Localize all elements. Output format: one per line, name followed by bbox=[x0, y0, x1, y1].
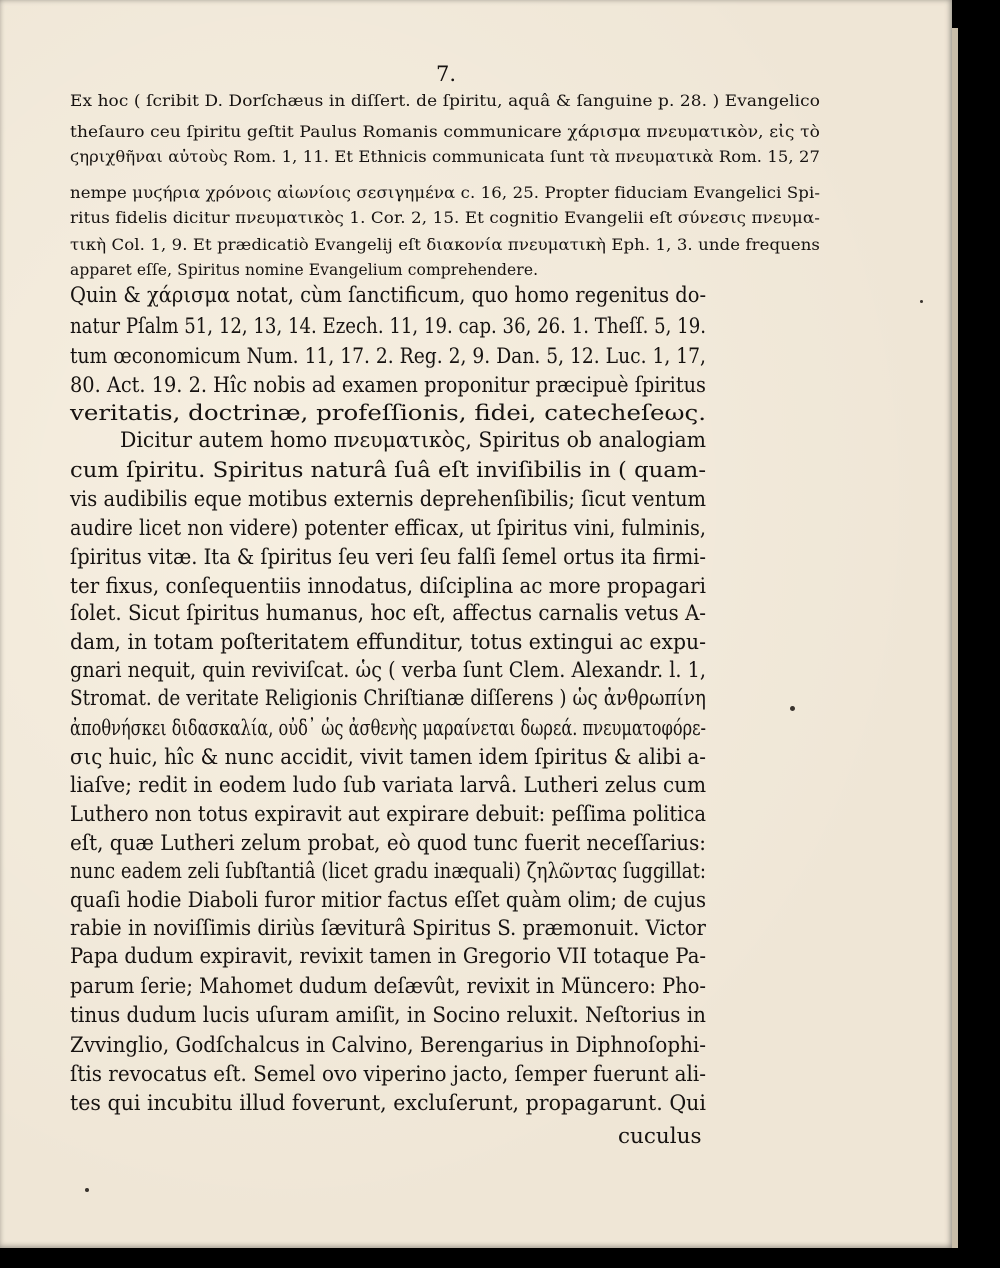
body-line: ἀποθνήσκει διδασκαλία, οὐδ᾽ ὡς ἀσθενὴς μαραίνεται δωρεά. πνευματοφόρε- bbox=[70, 716, 707, 741]
body-line: vis audibilis eque motibus externis deprehenſibilis; ſicut ventum bbox=[70, 487, 707, 512]
body-line: gnari nequit, quin reviviſcat. ὡς ( verba ſunt Clem. Alexandr. l. 1, bbox=[70, 658, 707, 683]
body-line: natur Pſalm 51, 12, 13, 14. Ezech. 11, 19. cap. 36, 26. 1. Theſſ. 5, 19. bbox=[70, 314, 706, 339]
body-line: Quin & χάρισμα notat, cùm ſanctificum, quo homo regenitus do- bbox=[70, 283, 707, 308]
footnote-line: ϛηριχθῆναι αὐτοὺς Rom. 1, 11. Et Ethnicis communicata ſunt τὰ πνευματικὰ Rom. 15, 27 bbox=[70, 148, 821, 166]
body-line: dam, in totam poſteritatem effunditur, totus extingui ac expu- bbox=[70, 630, 707, 655]
page-number: 7. bbox=[436, 62, 457, 86]
body-line: Papa dudum expiravit, revixit tamen in Gregorio VII totaque Pa- bbox=[70, 944, 706, 969]
body-line: nunc eadem zeli ſubſtantiâ (licet gradu inæquali) ζηλῶντας ſuggillat: bbox=[70, 859, 706, 884]
body-line: cum ſpiritu. Spiritus naturâ ſuâ eſt inviſibilis in ( quam- bbox=[70, 458, 707, 483]
body-line: tes qui incubitu illud foverunt, excluſerunt, propagarunt. Qui bbox=[70, 1091, 706, 1116]
ink-speck bbox=[790, 706, 795, 711]
body-line: 80. Act. 19. 2. Hîc nobis ad examen proponitur præcipuè ſpiritus bbox=[70, 373, 706, 398]
page-edge bbox=[952, 28, 958, 1248]
ink-speck bbox=[85, 1188, 89, 1192]
footnote-line: τικὴ Col. 1, 9. Et prædicatiò Evangelij eſt διακονία πνευματικὴ Eph. 1, 3. unde frequens bbox=[70, 236, 820, 254]
footnote-line: theſauro ceu ſpiritu geſtit Paulus Romanis communicare χάρισμα πνευματικὸν, εἰς τὸ bbox=[70, 123, 820, 141]
body-line: Luthero non totus expiravit aut expirare debuit: peſſima politica bbox=[70, 802, 707, 827]
body-line: audire licet non videre) potenter efficax, ut ſpiritus vini, fulminis, bbox=[70, 516, 706, 541]
body-line: Stromat. de veritate Religionis Chriſtianæ diſſerens ) ὡς ἀνθρωπίνη bbox=[70, 686, 706, 711]
ink-speck bbox=[920, 300, 923, 303]
body-line: rabie in noviſſimis diriùs ſæviturâ Spiritus S. præmonuit. Victor bbox=[70, 916, 706, 941]
footnote-line: nempe μυϛήρια χρόνοις αἰωνίοις σεσιγημένα c. 16, 25. Propter fiduciam Evangelici Spi- bbox=[70, 184, 821, 202]
body-line: Zvvinglio, Godſchalcus in Calvino, Berengarius in Diphnoſophi- bbox=[70, 1033, 706, 1058]
body-line: tinus dudum lucis uſuram amiſit, in Socino reluxit. Neſtorius in bbox=[70, 1003, 706, 1028]
body-line: ſpiritus vitæ. Ita & ſpiritus ſeu veri ſeu falſi ſemel ortus ita firmi- bbox=[70, 545, 706, 570]
body-line: parum ſerie; Mahomet dudum deſævût, revixit in Müncero: Pho- bbox=[70, 974, 707, 999]
body-line: eſt, quæ Lutheri zelum probat, eò quod tunc fuerit neceſſarius: bbox=[70, 831, 706, 856]
body-line: quaſi hodie Diaboli furor mitior factus eſſet quàm olim; de cujus bbox=[70, 888, 707, 913]
catchword: cuculus bbox=[618, 1124, 702, 1149]
footnote-line: apparet eſſe, Spiritus nomine Evangelium comprehendere. bbox=[70, 261, 539, 279]
body-line: σις huic, hîc & nunc accidit, vivit tamen idem ſpiritus & alibi a- bbox=[70, 745, 706, 770]
body-line: ſolet. Sicut ſpiritus humanus, hoc eſt, affectus carnalis vetus A- bbox=[70, 601, 707, 626]
footnote-line: Ex hoc ( ſcribit D. Dorſchæus in diſſert. de ſpiritu, aquâ & ſanguine p. 28. ) Evangelico bbox=[70, 92, 820, 110]
body-line: Dicitur autem homo πνευματικὸς, Spiritus ob analogiam bbox=[120, 428, 707, 453]
body-line: liaſve; redit in eodem ludo ſub variata larvâ. Lutheri zelus cum bbox=[70, 773, 707, 798]
body-line: tum œconomicum Num. 11, 17. 2. Reg. 2, 9. Dan. 5, 12. Luc. 1, 17, bbox=[70, 344, 706, 369]
body-line: veritatis, doctrinæ, profeſſionis, fidei, catecheſeως. bbox=[70, 401, 707, 426]
body-line: ſtis revocatus eſt. Semel ovo viperino jacto, ſemper fuerunt ali- bbox=[70, 1062, 707, 1087]
footnote-line: ritus fidelis dicitur πνευματικὸς 1. Cor. 2, 15. Et cognitio Evangelii eſt σύνεσις πνευμα- bbox=[70, 209, 820, 227]
body-line: ter fixus, conſequentiis innodatus, diſciplina ac more propagari bbox=[70, 574, 706, 599]
